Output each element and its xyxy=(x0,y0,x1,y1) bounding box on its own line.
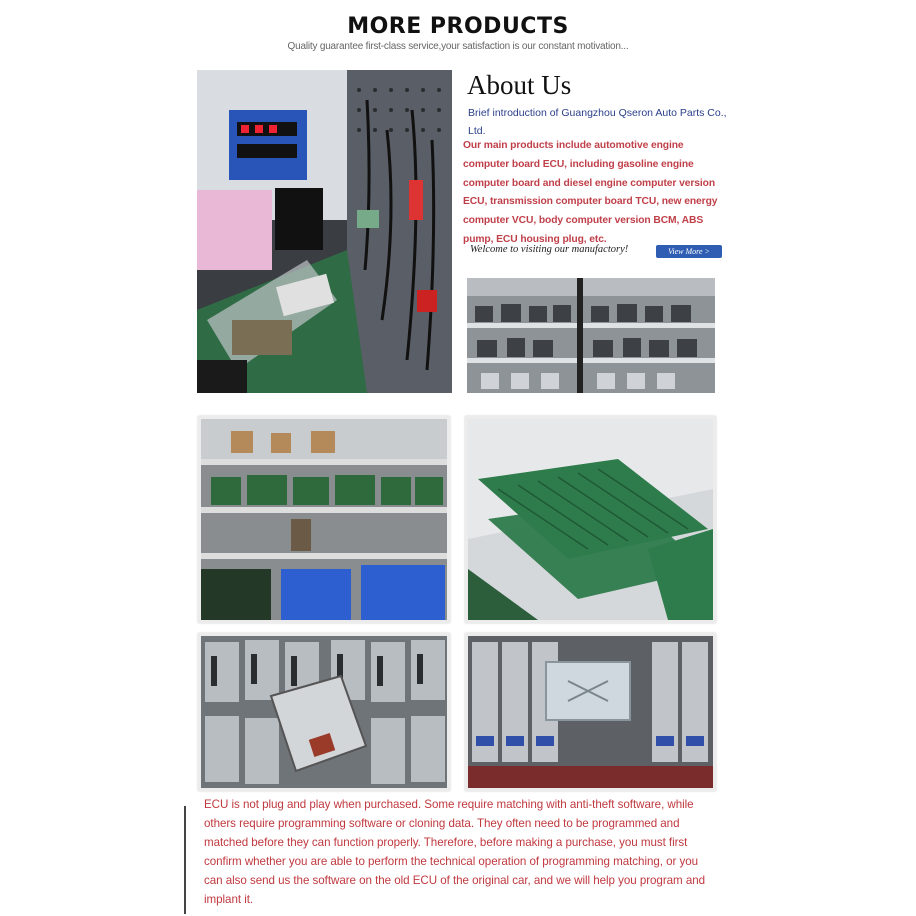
about-description: Our main products include automotive engine computer board ECU, including gasoline engine computer board and diesel engine computer version ECU, transmission computer board TCU, new energy computer VCU, body computer version BCM, ABS pump, ECU housing plug, etc. xyxy=(463,140,718,245)
showroom-photo xyxy=(467,278,715,393)
left-divider xyxy=(184,806,186,914)
page-title: MORE PRODUCTS xyxy=(347,14,569,39)
workshop-photo xyxy=(197,70,452,393)
ecu-rows-photo xyxy=(465,633,716,791)
pcb-stack-photo xyxy=(465,416,716,623)
page-subtitle: Quality guarantee first-class service,your satisfaction is our constant motivation... xyxy=(287,41,629,52)
ecu-housings-photo xyxy=(198,633,450,791)
warehouse-photo xyxy=(198,416,450,623)
about-title: About Us xyxy=(467,70,572,100)
welcome-text: Welcome to visiting our manufactory! xyxy=(470,244,629,255)
about-subtitle: Brief introduction of Guangzhou Qseron Auto Parts Co., Ltd. xyxy=(468,107,727,137)
view-more-button[interactable]: View More > xyxy=(656,245,722,258)
purchase-notice: ECU is not plug and play when purchased. Some require matching with anti-theft software, while others require programming software or cloning data. They often need to be programmed and matched before they can function properly. Therefore, before making a purchase, you must first confirm whether you are able to perform the technical operation of programming matching, or you can also send us the software on the old ECU of the original car, and we will help you program and implant it. xyxy=(204,798,706,906)
